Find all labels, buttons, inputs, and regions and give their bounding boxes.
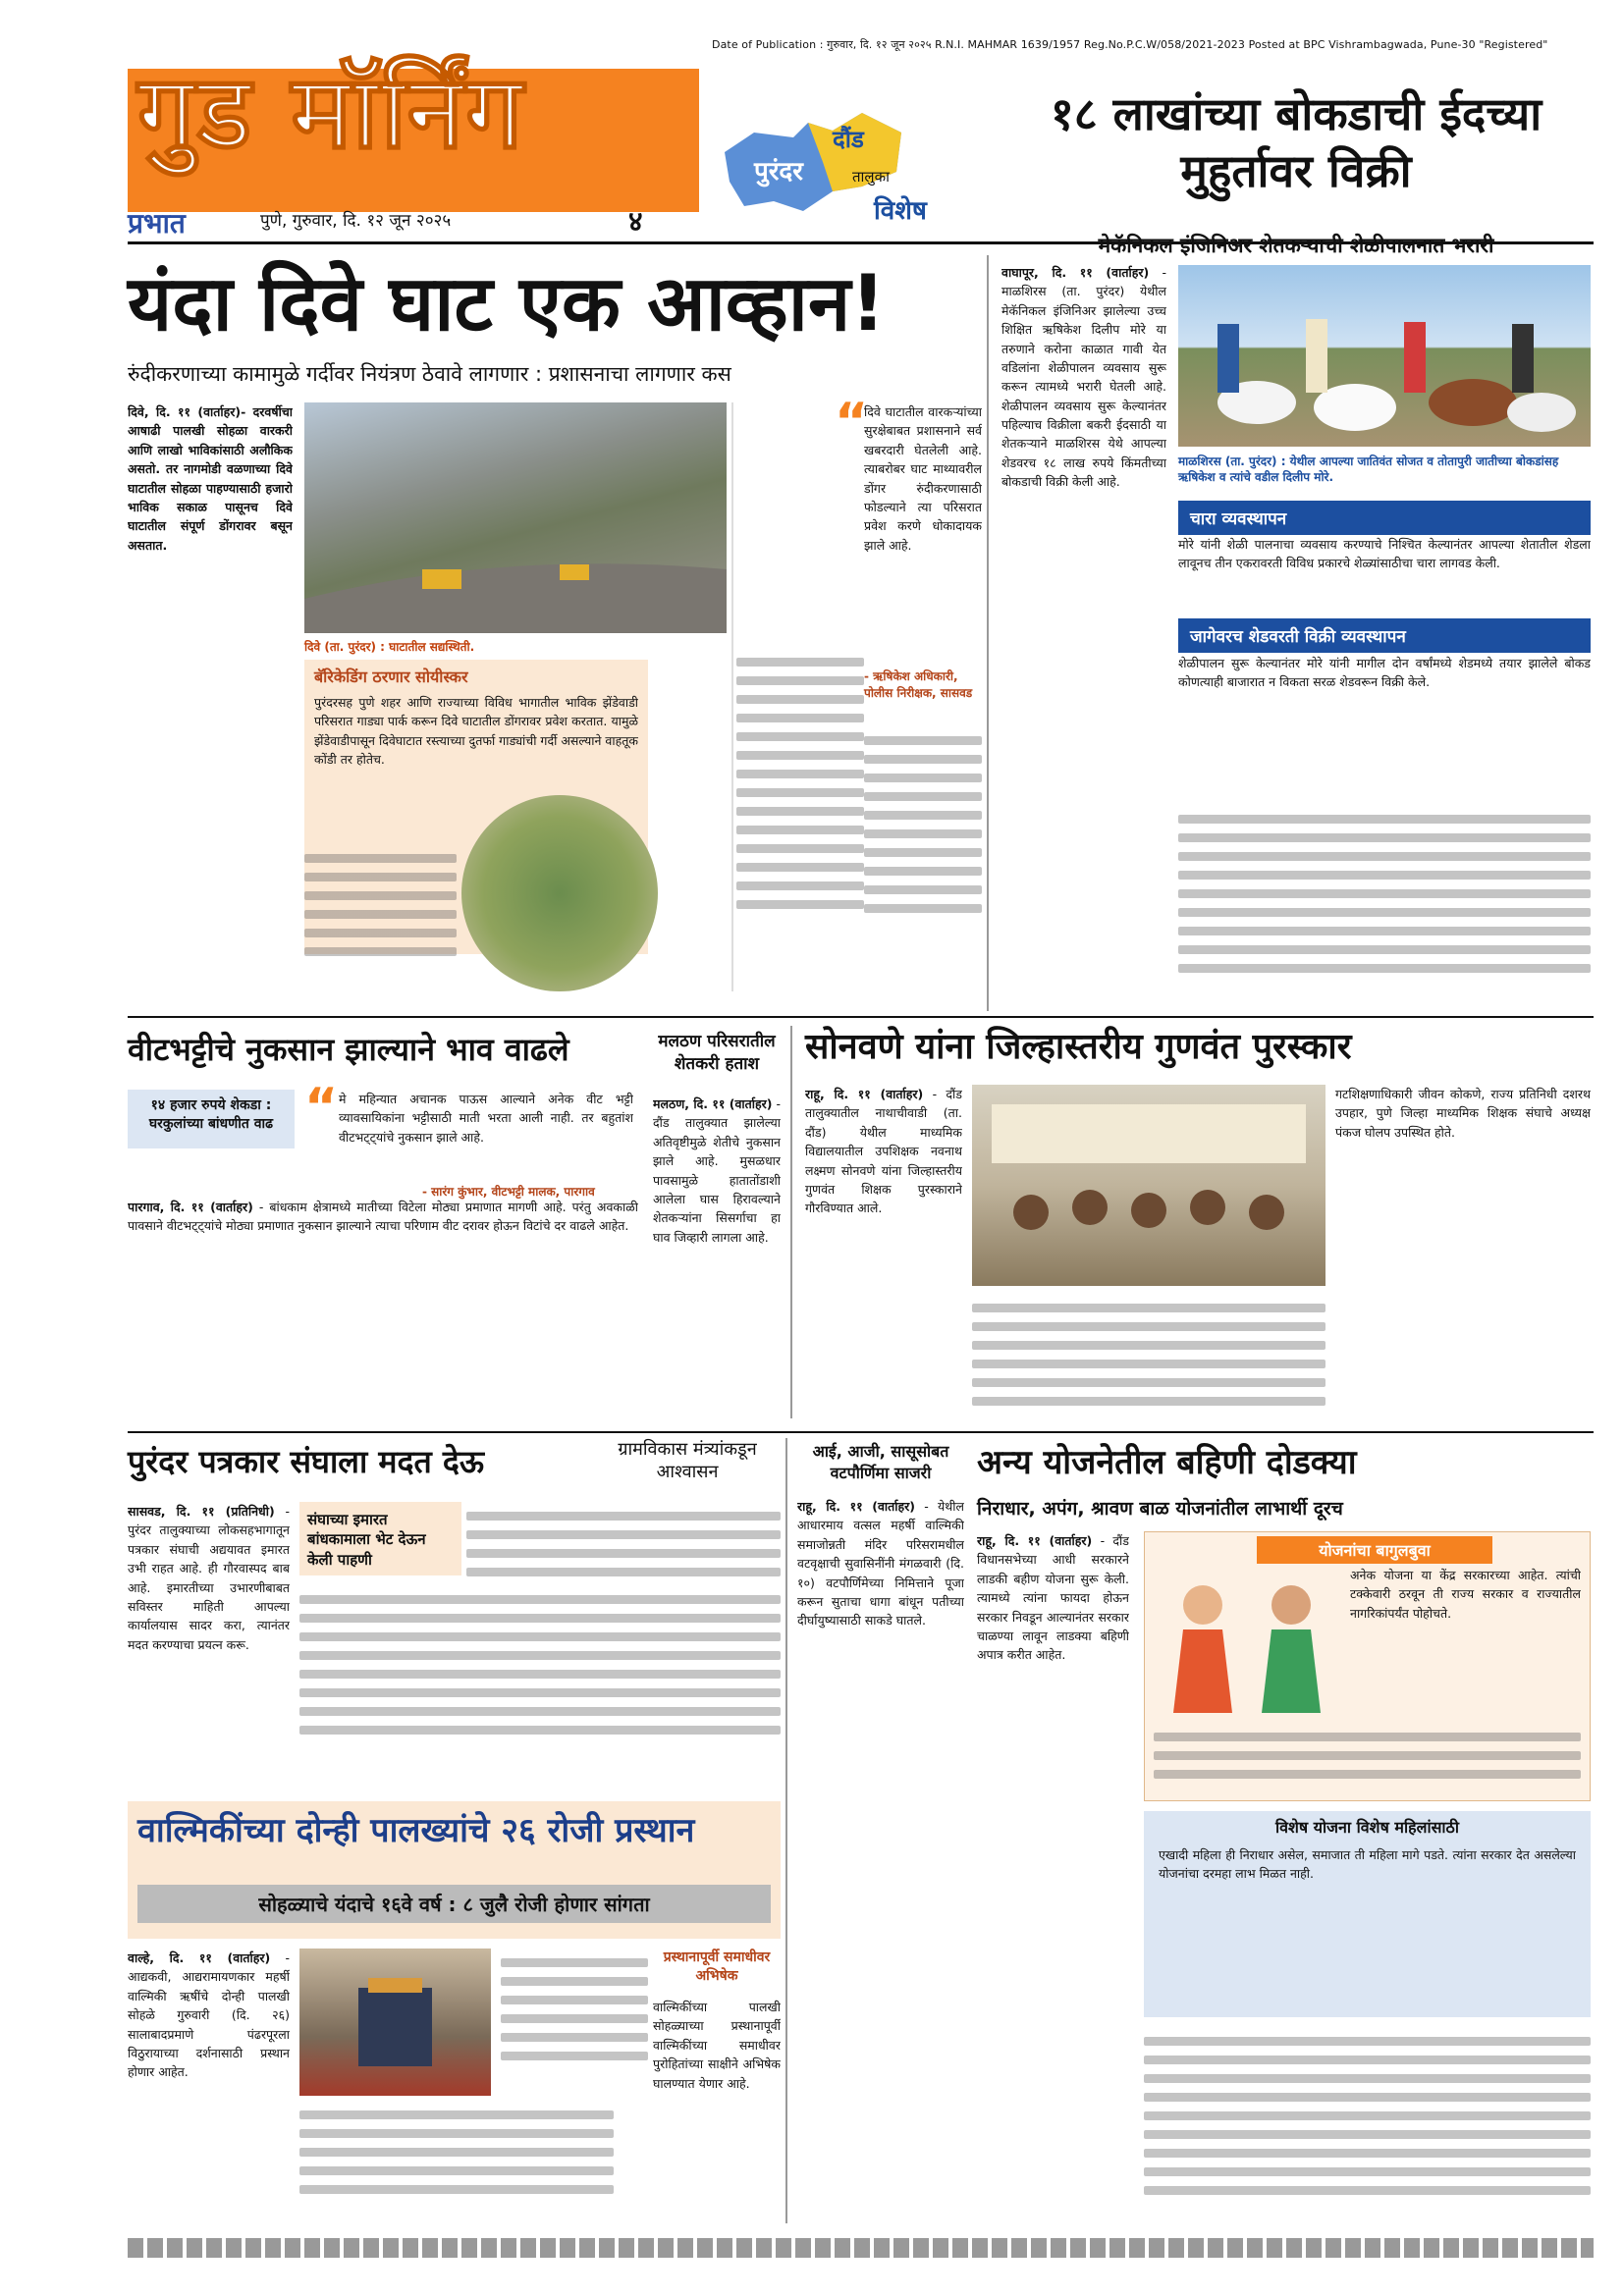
story-yojana-body (977, 1531, 1129, 2223)
story-malthan-body (653, 1095, 781, 1418)
story-yojana-subhead: निराधार, अपंग, श्रावण बाळ योजनांतील लाभार्थी दूरच (977, 1498, 1343, 1520)
story-patrakar-headline: पुरंदर पत्रकार संघाला मदत देऊ (128, 1443, 484, 1480)
taluka-special-label: विशेष (874, 196, 927, 226)
story-bokad-body (1001, 263, 1166, 793)
story-brick-quote-author: - सारंग कुंभार, वीटभट्टी मालक, पारगाव (422, 1185, 595, 1199)
story-valmiki-body-cont (299, 2101, 614, 2223)
story-valmiki-text: - आद्यकवी, आद्यरामायणकार महर्षी वाल्मिकी ऋषींचे दोन्ही पालखी सोहळे गुरुवारी (दि. २६) सालाबादप्रमाणे पंढरपूरला विठुरायाच्या दर्शनासाठी प्रस्थान होणार आहेत. (128, 1950, 290, 2080)
story-bokad-photo (1178, 265, 1591, 447)
story-yojana-headline: अन्य योजनेतील बहिणी दोडक्या (977, 1443, 1357, 1482)
story-sonawane-body-cont (972, 1294, 1325, 1418)
story-ghat-quote: दिवे घाटातील वारकऱ्यांच्या सुरक्षेबाबत प्रशासनाने सर्व खबरदारी घेतलेली आहे. त्याबरोबर घाट माथ्यावरील डोंगर रुंदीकरणासाठी फोडल्याने त्या परिसरात प्रवेश करणे धोकादायक झाले आहे. (864, 404, 982, 553)
story-patrakar-body (128, 1502, 290, 1767)
story-bokad-box1-body: मोरे यांनी शेळी पालनाचा व्यवसाय करण्याचे निश्चित केल्यानंतर आपल्या शेतातील शेडला लावूनच तीन एकरावरती विविध प्रकारचे शेळ्यांसाठीचा चारा लागवड केली. (1178, 537, 1591, 571)
story-sonawane-photo (972, 1085, 1325, 1286)
story-bokad-box2-title: जागेवरच शेडवरती विक्री व्यवस्थापन (1178, 618, 1591, 653)
story-valmiki-body (128, 1949, 290, 2223)
story-ghat-crowd-photo (461, 795, 658, 991)
story-brick-text: - बांधकाम क्षेत्रामध्ये मातीच्या विटेला मोठ्या प्रमाणात मागणी आहे. परंतु अवकाळी पावसाने वीटभट्ट्यांचे मोठ्या प्रमाणात नुकसान झाल्याने त्याचा परिणाम वीट दरावर होऊन विटांचे दर वाढले आहेत. (128, 1200, 638, 1234)
story-brick-pill: १४ हजार रुपये शेकडा : घरकुलांच्या बांधणीत वाढ (128, 1090, 295, 1148)
story-valmiki-subhead: सोहळ्याचे यंदाचे १६वे वर्ष : ८ जुलै रोजी होणार सांगता (137, 1885, 771, 1923)
quote-mark-icon: “ (835, 393, 869, 452)
section-rule (128, 1431, 1594, 1433)
story-sonawane-body2: गटशिक्षणाधिकारी जीवन कोकणे, राज्य प्रतिनिधी दशरथ उपहार, पुणे जिल्हा माध्यमिक शिक्षक संघाचे अध्यक्ष पंकज घोलप उपस्थित होते. (1335, 1087, 1591, 1140)
story-valmiki-photo (299, 1949, 491, 2096)
story-sonawane-dateline: राहू, दि. ११ (वार्ताहर) (805, 1087, 924, 1101)
story-ghat-body-col4 (864, 726, 982, 991)
story-ghat-subhead: रुंदीकरणाच्या कामामुळे गर्दीवर नियंत्रण ठेवावे लागणार : प्रशासनाचा लागणार कस (128, 362, 731, 386)
story-vat-text: - येथील आधारमाय वत्सल महर्षी वाल्मिकी समाजोन्नती मंदिर परिसरामधील वटवृक्षाची सुवासिनींनी मंगळवारी (दि. १०) वटपौर्णिमेच्या निमित्ताने पूजा करून सुताचा धागा बांधून पतीच्या दीर्घायुष्यासाठी साकडे घातले. (797, 1499, 964, 1629)
story-ghat-body-col3 (736, 648, 864, 991)
cartoon-women-icon (1154, 1566, 1340, 1718)
story-yojana-text: - दौंड विधानसभेच्या आधी सरकारने लाडकी बहीण योजना सुरू केली. त्यामध्ये त्यांना फायदा होऊन सरकार निवडून आल्यानंतर सरकार चाळण्या लावून लाडक्या बहिणी अपात्र करीत आहेत. (977, 1533, 1129, 1663)
story-sonawane-headline: सोनवणे यांना जिल्हास्तरीय गुणवंत पुरस्कार (805, 1027, 1352, 1067)
story-bokad-dateline: वाघापूर, दि. ११ (वार्ताहर) (1001, 265, 1150, 280)
page-number: ४ (628, 205, 643, 238)
column-divider (731, 402, 733, 991)
story-yojana-body-cont (1144, 2027, 1591, 2223)
story-vat-headline: आई, आजी, सासूसोबत वटपौर्णिमा साजरी (812, 1442, 949, 1482)
story-brick-headline: वीटभट्टीचे नुकसान झाल्याने भाव वाढले (128, 1031, 569, 1068)
story-valmiki-box-body: वाल्मिकींच्या पालखी सोहळ्याच्या प्रस्थानापूर्वी वाल्मिकींच्या समाधीवर पुरोहितांच्या साक्षीने अभिषेक घालण्यात येणार आहे. (653, 2000, 781, 2091)
story-brick-body (128, 1198, 638, 1423)
story-bokad-text: - माळशिरस (ता. पुरंदर) येथील मेकॅनिकल इंजिनिअर झालेल्या उच्च शिक्षित ऋषिकेश दिलीप मोरे या तरुणाने करोना काळात गावी येत वडिलांना शेळीपालन व्यवसाय सुरू करून त्यामध्ये भरारी घेतली आहे. शेळीपालन व्यवसाय सुरू केल्यानंतर पहिल्याच विक्रीला बकरी ईदसाठी या शेतकऱ्याने माळशिरस येथे आपल्या शेडवरच १८ लाख रुपये किंमतीच्या बोकडाची विक्री केली आहे. (1001, 265, 1166, 490)
story-ghat-photo (304, 402, 727, 633)
story-yojana-dateline: राहू, दि. ११ (वार्ताहर) (977, 1533, 1093, 1548)
story-ghat-body-cont (304, 844, 457, 991)
story-bokad-headline: १८ लाखांच्या बोकडाची ईदच्या मुहुर्तावर विक्री (1050, 87, 1542, 197)
story-sonawane-text: - दौंड तालुक्यातील नाथाचीवाडी (ता. दौंड) येथील माध्यमिक विद्यालयातील उपशिक्षक नवनाथ लक्ष्मण सोनवणे यांना जिल्हास्तरीय गुणवंत शिक्षक पुरस्काराने गौरविण्यात आले. (805, 1087, 962, 1216)
masthead-title: गुड मॉर्निंग (137, 52, 525, 172)
story-patrakar-box: संघाच्या इमारत बांधकामाला भेट देऊन केली पाहणी (299, 1502, 461, 1575)
story-patrakar-dateline: सासवड, दि. ११ (प्रतिनिधी) (128, 1504, 275, 1519)
story-ghat-box-title: बॅरिकेडिंग ठरणार सोयीस्कर (314, 667, 468, 686)
map-label-daund: दौंड (833, 126, 864, 153)
story-bokad-box1-title: चारा व्यवस्थापन (1178, 501, 1591, 535)
story-bokad-box2-body: शेळीपालन सुरू केल्यानंतर मोरे यांनी मागील दोन वर्षांमध्ये शेडमध्ये तयार झालेले बोकड कोणत्याही बाजारात न विकता सरळ शेडवरून विक्री केले. (1178, 656, 1591, 690)
story-yojana-special-title: विशेष योजना विशेष महिलांसाठी (1275, 1818, 1459, 1837)
story-yojana-special-body: एखादी महिला ही निराधार असेल, समाजात ती महिला मागे पडते. त्यांना सरकार देत असलेल्या योजनांचा दरमहा लाभ मिळत नाही. (1159, 1847, 1576, 1882)
story-bokad-body-cont (1178, 805, 1591, 1001)
story-malthan-dateline: मलठण, दि. ११ (वार्ताहर) (653, 1096, 773, 1111)
column-divider (785, 1438, 787, 2223)
story-brick-dateline: पारगाव, दि. ११ (वार्ताहर) (128, 1200, 253, 1214)
brand-name: प्रभात (128, 207, 186, 240)
story-bokad-caption: माळशिरस (ता. पुरंदर) : येथील आपल्या जातिवंत सोजत व तोतापुरी जातीच्या बोकडांसह ऋषिकेश व त्यांचे वडील दिलीप मोरे. (1178, 454, 1559, 485)
story-vat-body (797, 1497, 964, 2223)
story-valmiki-dateline: वाल्हे, दि. ११ (वार्ताहर) (128, 1950, 271, 1965)
story-valmiki-headline: वाल्मिकींच्या दोन्ही पालख्यांचे २६ रोजी प्रस्थान (137, 1811, 695, 1850)
story-yojana-cartoon-text: अनेक योजना या केंद्र सरकारच्या आहेत. त्यांची टक्केवारी ठरवून ती राज्य सरकार व राज्यातील नागरिकांपर्यंत पोहोचते. (1350, 1568, 1581, 1621)
quote-mark-icon: “ (304, 1078, 339, 1137)
story-valmiki-body-col2 (501, 1949, 648, 2096)
story-ghat-caption: दिवे (ता. पुरंदर) : घाटातील सद्यस्थिती. (304, 640, 475, 654)
story-vat-dateline: राहू, दि. ११ (वार्ताहर) (797, 1499, 915, 1514)
story-patrakar-body-col2 (466, 1502, 781, 1580)
story-patrakar-body-cont (299, 1585, 781, 1767)
story-sonawane-body (805, 1085, 962, 1418)
story-ghat-lead: दिवे, दि. ११ (वार्ताहर)- दरवर्षीचा आषाढी पालखी सोहळा वारकरी आणि लाखो भाविकांसाठी अलौकिक असतो. तर नागमोडी वळणाच्या दिवे घाटातील सोहळा पाहण्यासाठी हजारो भाविक सकाळ पासूनच दिवे घाटातील संपूर्ण डोंगरावर बसून असतात. (128, 404, 293, 553)
story-valmiki-box-title: प्रस्थानापूर्वी समाधीवर अभिषेक (663, 1949, 771, 1984)
story-ghat-box-body: पुरंदरसह पुणे शहर आणि राज्याच्या विविध भागातील भाविक झेंडेवाडी परिसरात गाड्या पार्क करून दिवे घाटातील डोंगरावर प्रवेश करतात. यामुळे झेंडेवाडीपासून दिवेघाटात रस्त्याच्या दुतर्फा गाड्यांची गर्दी असल्याने वाहतूक कोंडी तर होतेच. (314, 695, 638, 768)
map-label-taluka: तालुका (852, 168, 891, 186)
page-dateline: पुणे, गुरुवार, दि. १२ जून २०२५ (260, 211, 452, 231)
story-malthan-headline: मलठण परिसरातील शेतकरी हताश (658, 1032, 776, 1074)
story-yojana-cartoon-text2 (1154, 1723, 1581, 1796)
map-label-purandar: पुरंदर (754, 157, 803, 187)
publication-info: Date of Publication : गुरुवार, दि. १२ जून २०२५ R.N.I. MAHMAR 1639/1957 Reg.No.P.C.W/058/2021-2023 Posted at BPC Vishrambagwada, Pune-30 "Registered" (712, 38, 1548, 51)
story-ghat-headline: यंदा दिवे घाट एक आव्हान! (128, 260, 886, 348)
story-malthan-text: - दौंड तालुक्यात झालेल्या अतिवृष्टीमुळे शेतीचे नुकसान झाले आहे. मुसळधार पावसामुळे हातातोंडाशी आलेला घास हिरावल्याने शेतकऱ्यांना सिसर्गाचा हा घाव जिव्हारी लागला आहे. (653, 1096, 781, 1245)
story-brick-quote: मे महिन्यात अचानक पाऊस आल्याने अनेक वीट भट्टी व्यावसायिकांना भट्टीसाठी माती भरता आली नाही. तर बहुतांश वीटभट्ट्यांचे नुकसान झाले आहे. (339, 1092, 633, 1145)
footer-rule (128, 2238, 1594, 2258)
story-bokad-subhead: मेकॅनिकल इंजिनिअर शेतकऱ्याची शेळीपालनात भरारी (1098, 234, 1494, 257)
story-patrakar-text: - पुरंदर तालुक्याच्या लोकसहभागातून पत्रकार संघाची अद्ययावत इमारत उभी राहत आहे. ही गौरवास्पद बाब आहे. इमारतीच्या उभारणीबाबत सविस्तर माहिती आपल्या कार्यालयास सादर करा, त्यानंतर मदत करण्याचा प्रयत्न करू. (128, 1504, 290, 1652)
column-divider (790, 1026, 792, 1418)
story-yojana-cartoon-title: योजनांचा बागुलबुवा (1257, 1536, 1492, 1564)
section-rule (128, 1016, 1594, 1018)
story-ghat-quote-author: - ऋषिकेश अधिकारी, पोलीस निरीक्षक, सासवड (864, 669, 973, 700)
story-patrakar-sidehead: ग्रामविकास मंत्र्यांकडून आश्वासन (618, 1439, 757, 1483)
